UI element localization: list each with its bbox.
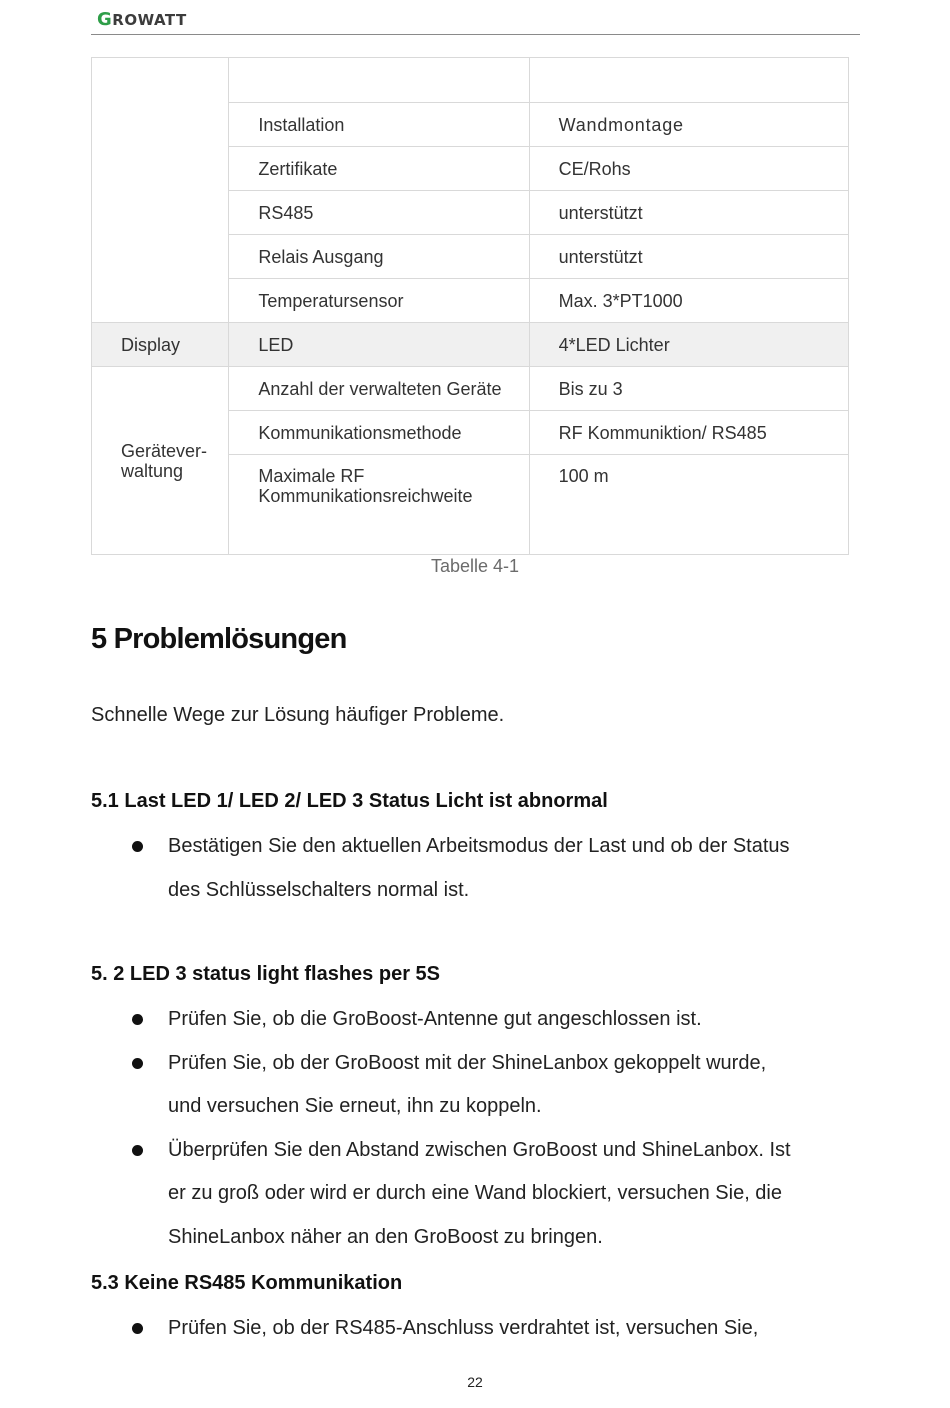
table-cell-value <box>529 58 848 103</box>
bullet-list <box>91 825 871 912</box>
table-cell-param: Kommunikationsmethode <box>229 411 529 455</box>
list-item-line: des Schlüsselschalters normal ist. <box>168 878 470 901</box>
section-intro: Schnelle Wege zur Lösung häufiger Probleme. <box>91 704 505 726</box>
table-cell-value: unterstützt <box>529 235 848 279</box>
param-line: Kommunikationsreichweite <box>258 486 473 506</box>
table-cell-param: RS485 <box>229 191 529 235</box>
table-cell-param: Zertifikate <box>229 147 529 191</box>
subsection-heading: 5.1 Last LED 1/ LED 2/ LED 3 Status Licht ist abnormal <box>91 790 608 812</box>
group-label-line: Gerätever- <box>121 440 208 461</box>
table-cell-param: Relais Ausgang <box>229 235 529 279</box>
group-label-line: waltung <box>121 460 184 481</box>
bullet-icon <box>132 1323 143 1334</box>
bullet-list <box>91 998 871 1259</box>
table-cell-param: LED <box>229 323 529 367</box>
table-caption: Tabelle 4-1 <box>430 556 520 576</box>
page-number: 22 <box>467 1374 483 1390</box>
bullet-icon <box>132 841 143 852</box>
table-cell-value: 100 m <box>529 455 848 555</box>
table-cell-value: Max. 3*PT1000 <box>529 279 848 323</box>
list-item-line: und versuchen Sie erneut, ihn zu koppeln. <box>168 1095 542 1117</box>
list-item <box>91 1042 871 1129</box>
table-cell-group: Display <box>92 323 229 367</box>
table-row <box>92 323 849 367</box>
list-item-line: Bestätigen Sie den aktuellen Arbeitsmodus der Last und ob der Status <box>168 835 790 857</box>
subsection-heading: 5.3 Keine RS485 Kommunikation <box>91 1272 403 1294</box>
list-item <box>91 825 871 912</box>
bullet-icon <box>132 1014 143 1025</box>
table-cell-group <box>92 58 229 323</box>
table-cell-param <box>229 58 529 103</box>
list-item-line: Überprüfen Sie den Abstand zwischen GroBoost und ShineLanbox. Ist <box>168 1138 791 1161</box>
table-cell-value: RF Kommuniktion/ RS485 <box>529 411 848 455</box>
table-row <box>92 367 849 411</box>
table-cell-param: Installation <box>229 103 529 147</box>
bullet-list <box>91 1307 871 1351</box>
list-item <box>91 1307 871 1351</box>
bullet-icon <box>132 1145 143 1156</box>
list-item-line: ShineLanbox näher an den GroBoost zu bringen. <box>168 1225 603 1248</box>
page-header <box>91 0 860 35</box>
list-item-line: Prüfen Sie, ob der GroBoost mit der ShineLanbox gekoppelt wurde, <box>168 1051 767 1074</box>
subsection-heading: 5. 2 LED 3 status light flashes per 5S <box>91 963 441 985</box>
list-item-line: Prüfen Sie, ob der RS485-Anschluss verdrahtet ist, versuchen Sie, <box>168 1317 759 1339</box>
section-title: 5 Problemlösungen <box>91 623 347 655</box>
table-cell-value: unterstützt <box>529 191 848 235</box>
table-cell-value: CE/Rohs <box>529 147 848 191</box>
growatt-logo: GROWATT <box>97 9 187 30</box>
table-cell-value: Wandmontage <box>529 103 848 147</box>
table-cell-param: Anzahl der verwalteten Geräte <box>229 367 529 411</box>
list-item-line: Prüfen Sie, ob die GroBoost-Antenne gut angeschlossen ist. <box>168 1008 702 1030</box>
table-cell-param: Temperatursensor <box>229 279 529 323</box>
table-cell-value: Bis zu 3 <box>529 367 848 411</box>
list-item <box>91 998 871 1042</box>
param-line: Maximale RF <box>258 466 365 486</box>
list-item-line: er zu groß oder wird er durch eine Wand blockiert, versuchen Sie, die <box>168 1182 782 1204</box>
list-item <box>91 1129 871 1260</box>
table-cell-group <box>92 367 229 555</box>
table-row <box>92 58 849 103</box>
spec-table <box>91 57 849 555</box>
bullet-icon <box>132 1058 143 1069</box>
table-cell-value: 4*LED Lichter <box>529 323 848 367</box>
table-cell-param <box>229 455 529 555</box>
